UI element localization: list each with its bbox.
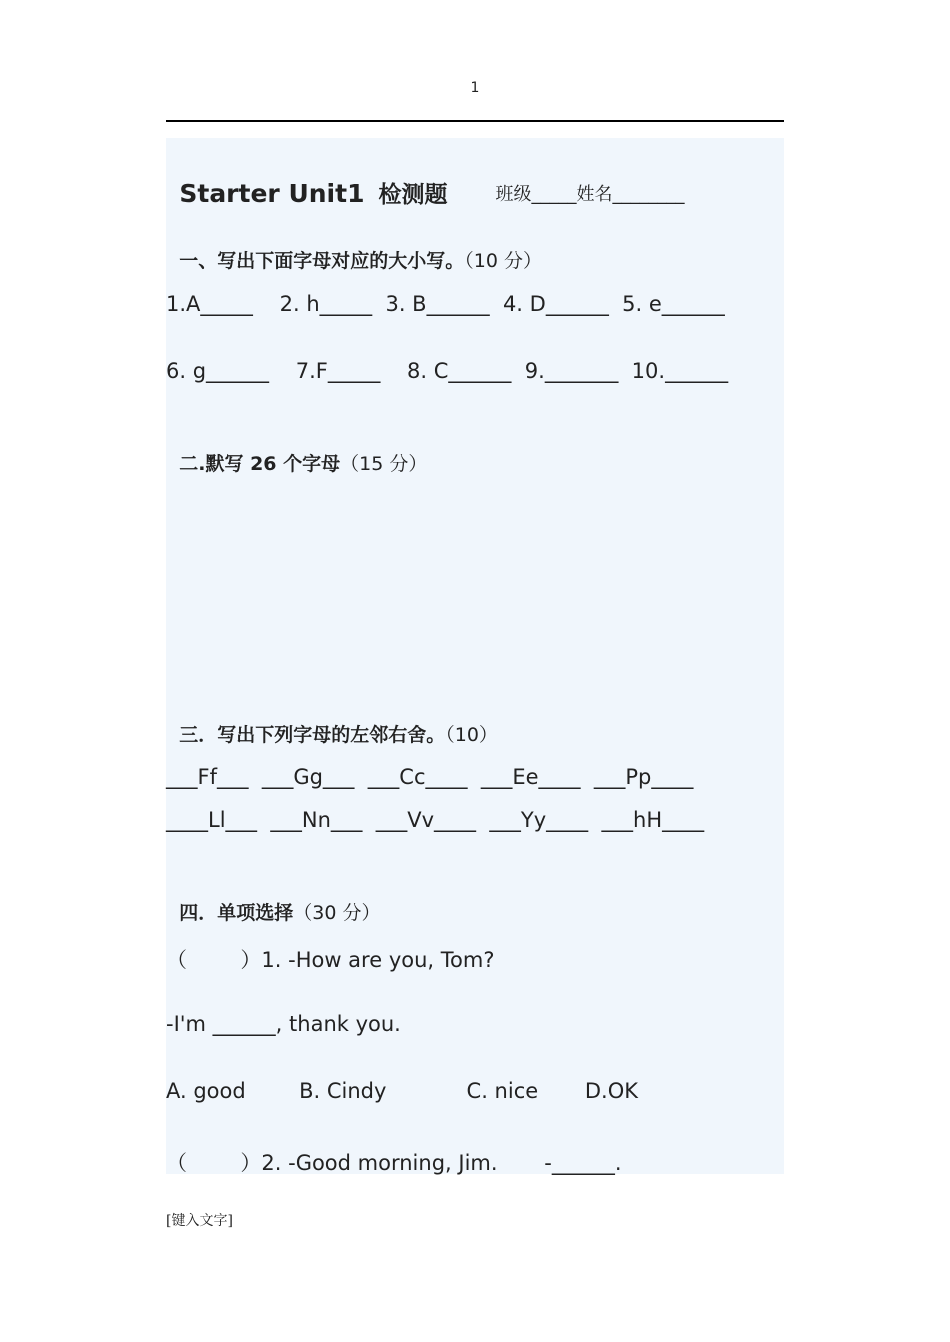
- question-1-answer: -I'm ______, thank you.: [166, 1012, 401, 1036]
- section-3-title: 三．写出下列字母的左邻右舍。: [179, 724, 446, 746]
- section-3-score: （10）: [445, 724, 498, 746]
- section-1-row-2: 6. g______ 7.F_____ 8. C______ 9._______ 10.______: [166, 359, 729, 383]
- footer-placeholder: [键入文字]: [166, 1213, 233, 1229]
- title-cn: 检测题: [378, 182, 448, 208]
- question-1-options: A. good B. Cindy C. nice D.OK: [166, 1079, 639, 1103]
- section-1-score: （10 分）: [464, 250, 542, 272]
- section-2-score: （15 分）: [340, 453, 428, 475]
- section-3-heading: [166, 698, 498, 747]
- section-4-heading: [166, 876, 380, 925]
- section-4-title: 四．单项选择: [179, 902, 294, 924]
- class-name-fields: 班级_____姓名________: [495, 184, 685, 205]
- section-1-heading: [166, 224, 542, 273]
- question-1: （ ）1. -How are you, Tom?: [166, 948, 495, 972]
- document-title: [166, 152, 684, 209]
- section-4-score: （30 分）: [293, 902, 381, 924]
- section-1-title: 一、写出下面字母对应的大小写。: [179, 250, 465, 272]
- page-number: 1: [470, 80, 480, 96]
- section-2-title: 二.默写 26 个字母: [179, 453, 341, 475]
- header-rule: [166, 120, 784, 122]
- section-1-row-1: 1.A_____ 2. h_____ 3. B______ 4. D______ 5. e______: [166, 292, 725, 316]
- section-3-row-2: ____Ll___ ___Nn___ ___Vv____ ___Yy____ ___hH____: [166, 808, 705, 832]
- section-2-heading: [166, 427, 427, 476]
- question-2: （ ）2. -Good morning, Jim. -______.: [166, 1151, 622, 1175]
- section-3-row-1: ___Ff___ ___Gg___ ___Cc____ ___Ee____ ___Pp____: [166, 765, 694, 789]
- title-main: Starter Unit1: [179, 179, 365, 208]
